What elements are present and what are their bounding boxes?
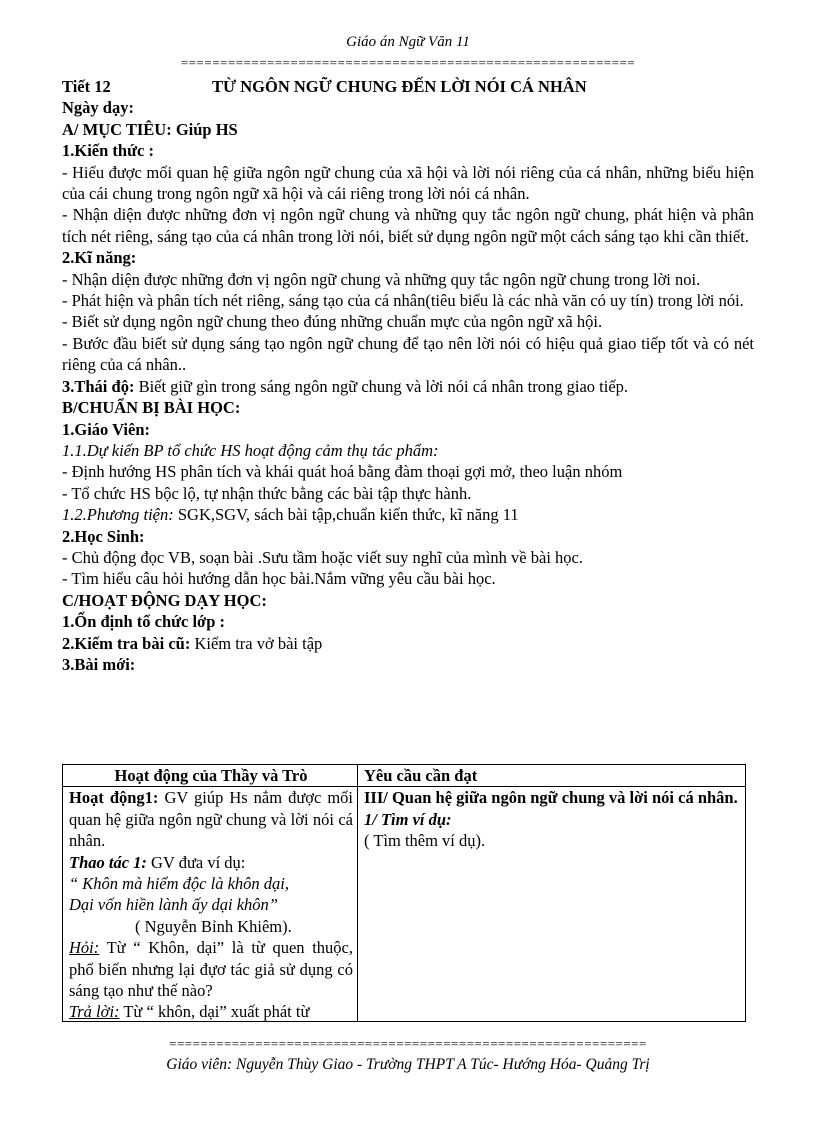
requirements-sub-label: 1/ Tìm ví dụ: (364, 809, 452, 829)
footer-credit: Giáo viên: Nguyễn Thùy Giao - Trường THPT A Túc- Hướng Hóa- Quảng Trị (166, 1056, 650, 1073)
plan-item: - Tổ chức HS bộc lộ, tự nhận thức bằng các bài tập thực hành. (62, 483, 472, 503)
lesson-title-row (62, 76, 754, 97)
activity-1-label: Hoạt động1: (69, 788, 159, 808)
header-rule: ========================================================== (180, 56, 636, 70)
header-subject: Giáo án Ngữ Văn 11 (346, 34, 470, 50)
skills-item: - Phát hiện và phân tích nét riêng, sáng tạo của cá nhân(tiêu biểu là các nhà văn có uy tín) trong lời nói. (62, 291, 744, 311)
table-cell-requirements (358, 787, 746, 1022)
answer (69, 1001, 353, 1021)
operation-1-text: GV đưa ví dụ: (146, 852, 246, 872)
plan-label: 1.1.Dự kiến BP tổ chức HS hoạt động cảm thụ tác phẩm: (62, 440, 439, 460)
lesson-body (62, 76, 754, 675)
quote-line-1: “ Khôn mà hiểm độc là khôn dại, (69, 874, 289, 894)
plan-item: - Định hướng HS phân tích và khái quát hoá bằng đàm thoại gợi mở, theo luận nhóm (62, 462, 623, 482)
activity-step-2 (62, 633, 754, 654)
answer-label: Trả lời: (69, 1002, 120, 1022)
student-heading: 2.Học Sinh: (62, 526, 145, 546)
skills-item: - Bước đầu biết sử dụng sáng tạo ngôn ngữ chung để tạo nên lời nói có hiệu quả giao tiếp tốt và có nét riêng của cá nhân.. (62, 333, 754, 375)
skills-item: - Biết sử dụng ngôn ngữ chung theo đúng những chuẩn mực của ngôn ngữ xã hội. (62, 312, 603, 332)
quote-author: ( Nguyễn Bỉnh Khiêm). (135, 916, 292, 936)
requirements-sub-text: ( Tìm thêm ví dụ). (364, 831, 486, 851)
attitude-heading: 3.Thái độ: (62, 376, 135, 396)
knowledge-heading: 1.Kiến thức : (62, 141, 154, 161)
question-text: Từ “ Khôn, dại” là từ quen thuộc, phổ biến nhưng lại đựơ tác giả sử dụng có sáng tạo như thế nào? (69, 938, 353, 1001)
student-item: - Chủ động đọc VB, soạn bài .Sưu tầm hoặc viết suy nghĩ của mình về bài học. (62, 547, 583, 567)
activities-table (62, 764, 746, 1022)
skills-item: - Nhận diện được những đơn vị ngôn ngữ chung và những quy tắc ngôn ngữ chung trong lời noi. (62, 269, 701, 289)
preparation-heading: B/CHUẨN BỊ BÀI HỌC: (62, 398, 241, 418)
date-label: Ngày dạy: (62, 98, 134, 118)
knowledge-item: - Hiểu được mối quan hệ giữa ngôn ngữ chung của xã hội và lời nói riêng của cá nhân, những biểu hiện của cái chung trong ngôn ngữ xã hội và cái riêng trong lời nói cá nhân. (62, 162, 754, 204)
teacher-heading: 1.Giáo Viên: (62, 419, 151, 439)
footer-rule: ============================================================= (169, 1037, 647, 1051)
activity-1 (69, 787, 353, 851)
answer-text: Từ “ khôn, dại” xuất phát từ (119, 1002, 310, 1022)
means-value: SGK,SGV, sách bài tập,chuẩn kiến thức, kĩ năng 11 (173, 505, 519, 525)
operation-1-label: Thao tác 1: (69, 852, 147, 872)
means-label: 1.2.Phương tiện: (62, 505, 174, 525)
attitude-text: Biết giữ gìn trong sáng ngôn ngữ chung và lời nói cá nhân trong giao tiếp. (134, 376, 629, 396)
table-header-col1: Hoạt động của Thầy và Trò (63, 765, 358, 787)
table-header-col2: Yêu cầu cần đạt (358, 765, 746, 787)
objectives-heading: A/ MỤC TIÊU: Giúp HS (62, 119, 238, 139)
activity-step-3: 3.Bài mới: (62, 654, 136, 674)
student-item: - Tìm hiểu câu hỏi hướng dẫn học bài.Nắm vững yêu cầu bài học. (62, 569, 496, 589)
activity-step-2-value: Kiểm tra vở bài tập (190, 633, 323, 653)
knowledge-item: - Nhận diện được những đơn vị ngôn ngữ chung và những quy tắc ngôn ngữ chung, phát hiện và phân tích nét riêng, sáng tạo của cá nhân trong lời nói, biết sử dụng ngôn ngữ một cách sáng tạo khi cần thiết. (62, 205, 754, 246)
skills-heading: 2.Kĩ năng: (62, 248, 137, 268)
activities-heading: C/HOẠT ĐỘNG DẠY HỌC: (62, 590, 267, 610)
requirements-section: III/ Quan hệ giữa ngôn ngữ chung và lời nói cá nhân. (364, 788, 738, 808)
lesson-number: Tiết 12 (62, 77, 111, 96)
activity-step-1: 1.Ổn định tổ chức lớp : (62, 612, 225, 632)
operation-1 (69, 852, 353, 873)
table-cell-teacher (63, 787, 358, 1022)
question (69, 937, 353, 1001)
means-line (62, 504, 754, 525)
teacher-column (69, 787, 353, 1021)
attitude-line (62, 376, 754, 397)
activity-step-2-label: 2.Kiểm tra bài cũ: (62, 633, 191, 653)
activity-1-text: GV giúp Hs nắm được mối quan hệ giữa ngôn ngữ chung và lời nói cá nhân. (69, 788, 353, 851)
quote-line-2: Dại vốn hiền lành ấy dại khôn” (69, 895, 278, 915)
table-header-row (63, 765, 746, 787)
lesson-title: TỪ NGÔN NGỮ CHUNG ĐẾN LỜI NÓI CÁ NHÂN (212, 77, 587, 96)
question-label: Hỏi: (69, 938, 100, 958)
table-row (63, 787, 746, 1022)
